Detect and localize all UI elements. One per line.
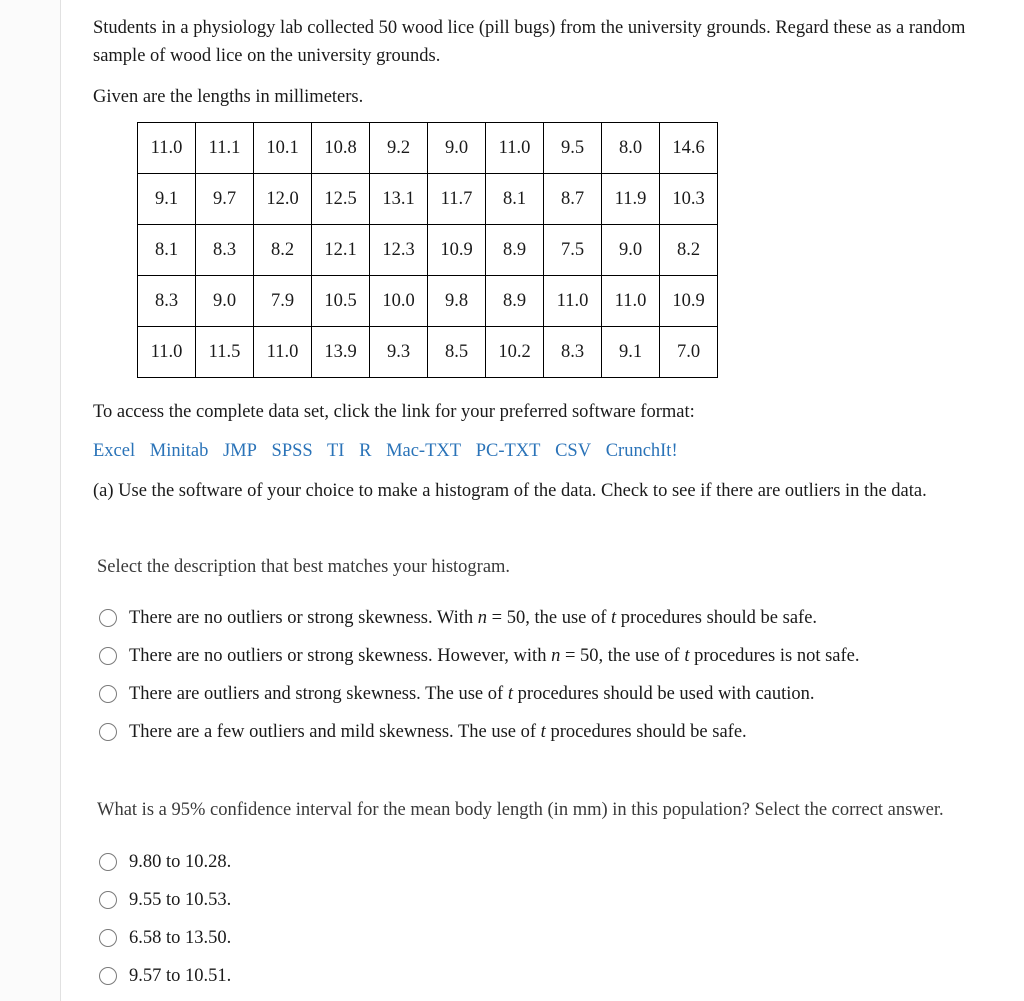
histogram-option[interactable]: [99, 713, 860, 751]
table-cell: 11.0: [602, 276, 660, 327]
option-text: 9.57 to 10.51.: [129, 965, 232, 986]
link-ti[interactable]: TI: [327, 441, 345, 461]
given-text: Given are the lengths in millimeters.: [93, 87, 364, 107]
table-cell: 11.9: [602, 174, 660, 225]
histogram-options: [99, 599, 860, 751]
table-cell: 9.1: [138, 174, 196, 225]
link-excel[interactable]: Excel: [93, 441, 136, 461]
radio-button[interactable]: [99, 685, 117, 703]
link-pc-txt[interactable]: PC-TXT: [475, 441, 541, 461]
table-cell: 8.9: [486, 276, 544, 327]
option-text: There are a few outliers and mild skewness. The use of t procedures should be safe.: [129, 721, 747, 742]
access-text: To access the complete data set, click the link for your preferred software format:: [93, 402, 695, 422]
table-cell: 7.5: [544, 225, 602, 276]
table-cell: 8.0: [602, 123, 660, 174]
radio-button[interactable]: [99, 891, 117, 909]
table-cell: 8.3: [196, 225, 254, 276]
ci-option[interactable]: [99, 957, 231, 995]
table-cell: 11.0: [138, 123, 196, 174]
table-cell: 9.5: [544, 123, 602, 174]
table-cell: 10.8: [312, 123, 370, 174]
histogram-option[interactable]: [99, 675, 860, 713]
option-text: There are outliers and strong skewness. The use of t procedures should be used with caution.: [129, 683, 815, 704]
link-csv[interactable]: CSV: [555, 441, 592, 461]
intro-line-2: sample of wood lice on the university grounds.: [93, 46, 441, 66]
histogram-option[interactable]: [99, 599, 860, 637]
table-cell: 11.0: [544, 276, 602, 327]
intro-paragraph: [93, 14, 1024, 70]
table-cell: 9.0: [602, 225, 660, 276]
confidence-interval-options: [99, 843, 231, 995]
link-crunchit[interactable]: CrunchIt!: [605, 441, 678, 461]
table-cell: 12.0: [254, 174, 312, 225]
link-r[interactable]: R: [359, 441, 372, 461]
table-cell: 8.2: [254, 225, 312, 276]
table-cell: 8.9: [486, 225, 544, 276]
confidence-interval-question-prompt: What is a 95% confidence interval for the mean body length (in mm) in this population? Select the correct answer.: [97, 800, 944, 820]
radio-button[interactable]: [99, 647, 117, 665]
option-text: 9.55 to 10.53.: [129, 889, 232, 910]
option-text: 6.58 to 13.50.: [129, 927, 232, 948]
table-cell: 10.3: [660, 174, 718, 225]
table-cell: 9.0: [196, 276, 254, 327]
lengths-table: [137, 122, 718, 378]
ci-option[interactable]: [99, 881, 231, 919]
table-cell: 10.9: [660, 276, 718, 327]
intro-line-1: Students in a physiology lab collected 50 wood lice (pill bugs) from the university grounds. Regard these as a random: [93, 18, 966, 38]
table-cell: 8.3: [138, 276, 196, 327]
table-cell: 10.5: [312, 276, 370, 327]
table-cell: 8.2: [660, 225, 718, 276]
table-cell: 12.1: [312, 225, 370, 276]
link-jmp[interactable]: JMP: [222, 441, 257, 461]
table-cell: 9.0: [428, 123, 486, 174]
table-cell: 9.2: [370, 123, 428, 174]
table-cell: 9.8: [428, 276, 486, 327]
table-cell: 10.0: [370, 276, 428, 327]
part-a-instructions: (a) Use the software of your choice to make a histogram of the data. Check to see if there are outliers in the data.: [93, 481, 927, 501]
table-cell: 11.0: [138, 327, 196, 378]
radio-button[interactable]: [99, 723, 117, 741]
table-row: [138, 225, 718, 276]
link-spss[interactable]: SPSS: [271, 441, 313, 461]
table-cell: 14.6: [660, 123, 718, 174]
radio-button[interactable]: [99, 929, 117, 947]
histogram-question-prompt: Select the description that best matches your histogram.: [97, 557, 511, 577]
link-mac-txt[interactable]: Mac-TXT: [386, 441, 462, 461]
table-cell: 10.2: [486, 327, 544, 378]
histogram-option[interactable]: [99, 637, 860, 675]
table-cell: 10.9: [428, 225, 486, 276]
table-cell: 8.1: [486, 174, 544, 225]
table-cell: 12.3: [370, 225, 428, 276]
table-cell: 11.1: [196, 123, 254, 174]
ci-option[interactable]: [99, 919, 231, 957]
table-cell: 9.7: [196, 174, 254, 225]
table-cell: 9.1: [602, 327, 660, 378]
radio-button[interactable]: [99, 609, 117, 627]
table-row: [138, 123, 718, 174]
radio-button[interactable]: [99, 853, 117, 871]
table-row: [138, 174, 718, 225]
radio-button[interactable]: [99, 967, 117, 985]
table-row: [138, 327, 718, 378]
table-cell: 12.5: [312, 174, 370, 225]
table-cell: 11.0: [486, 123, 544, 174]
table-cell: 8.3: [544, 327, 602, 378]
table-cell: 11.0: [254, 327, 312, 378]
software-links: [93, 438, 688, 464]
table-cell: 11.7: [428, 174, 486, 225]
left-sidebar: [0, 0, 61, 1001]
table-cell: 8.1: [138, 225, 196, 276]
ci-option[interactable]: [99, 843, 231, 881]
table-cell: 11.5: [196, 327, 254, 378]
table-cell: 9.3: [370, 327, 428, 378]
table-cell: 10.1: [254, 123, 312, 174]
link-minitab[interactable]: Minitab: [149, 441, 209, 461]
option-text: 9.80 to 10.28.: [129, 851, 232, 872]
table-cell: 8.7: [544, 174, 602, 225]
table-cell: 13.9: [312, 327, 370, 378]
option-text: There are no outliers or strong skewness. However, with n = 50, the use of t procedures is not safe.: [129, 645, 860, 666]
table-cell: 7.0: [660, 327, 718, 378]
table-cell: 7.9: [254, 276, 312, 327]
table-row: [138, 276, 718, 327]
table-cell: 13.1: [370, 174, 428, 225]
question-content: [93, 0, 1024, 1001]
option-text: There are no outliers or strong skewness. With n = 50, the use of t procedures should be safe.: [129, 607, 818, 628]
table-cell: 8.5: [428, 327, 486, 378]
